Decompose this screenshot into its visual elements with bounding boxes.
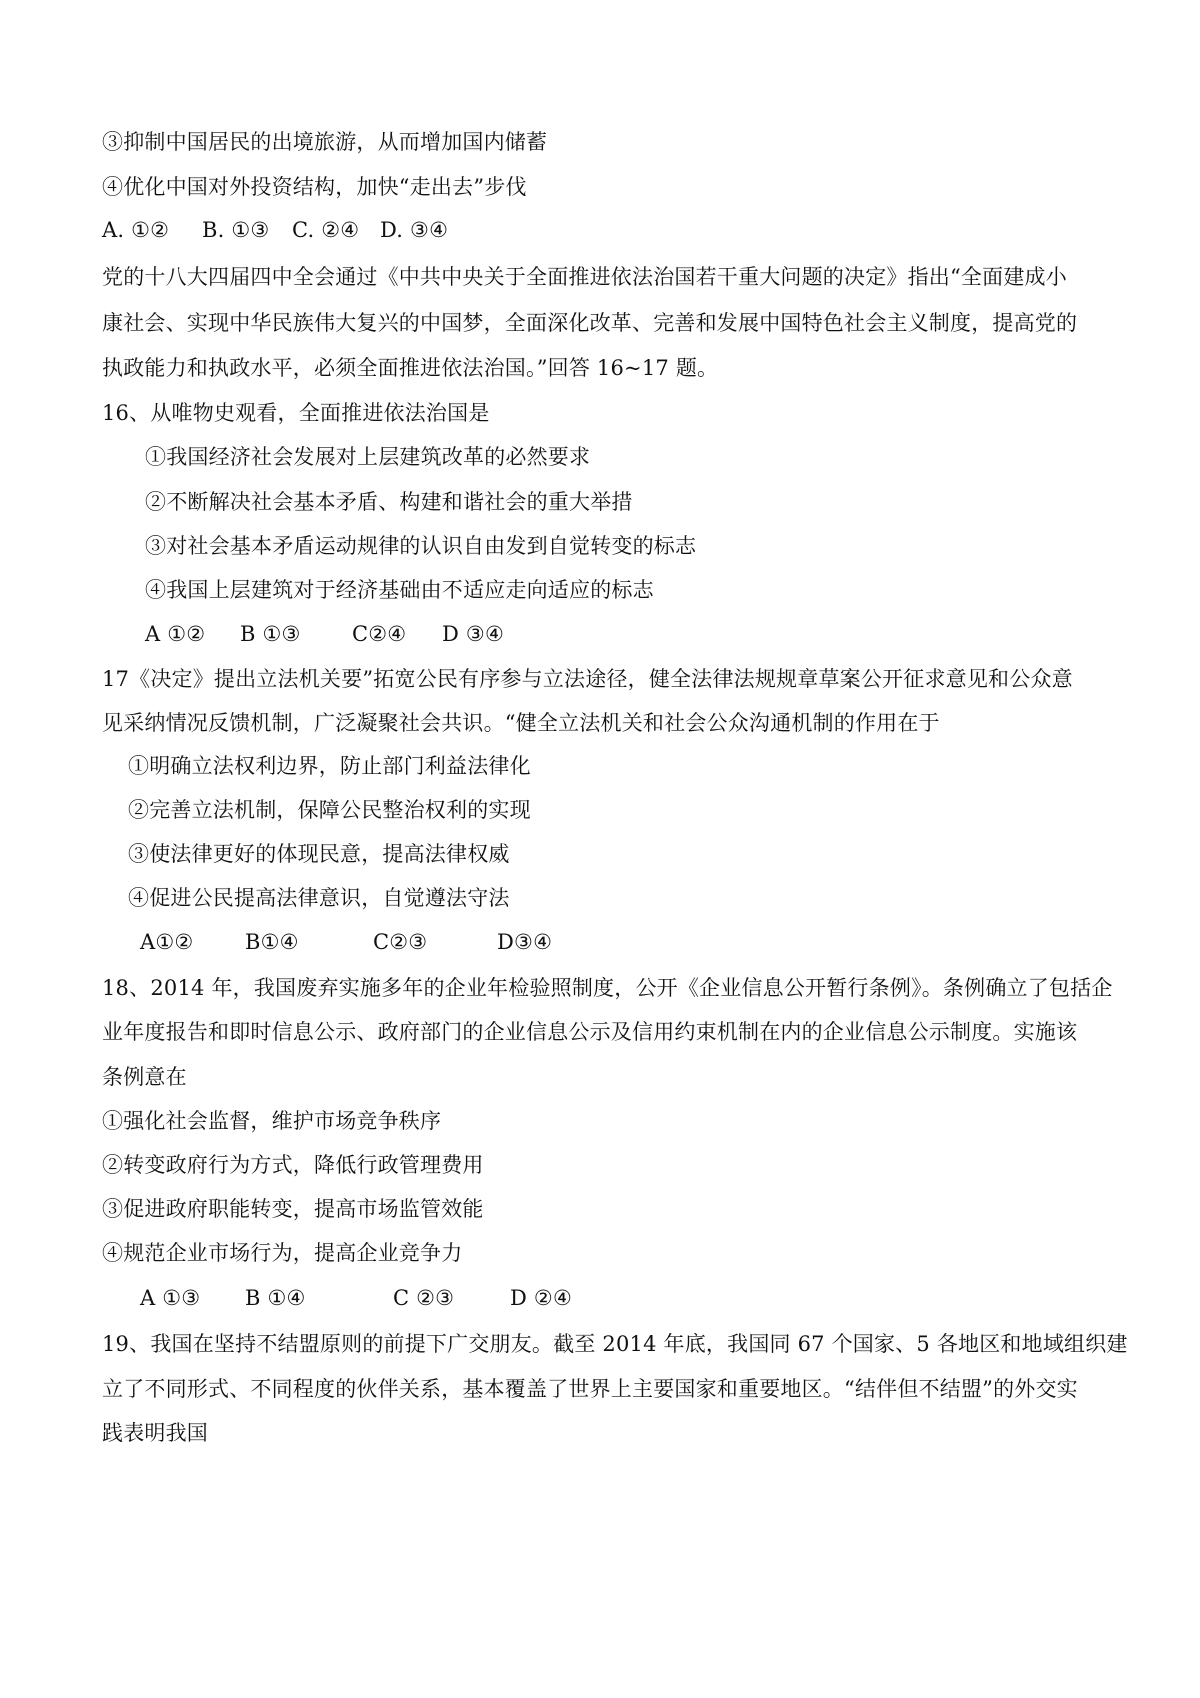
q15-answer-a: A. ①② <box>102 218 170 242</box>
q18-option-2: ②转变政府行为方式，降低行政管理费用 <box>102 1153 484 1177</box>
q18-option-4: ④规范企业市场行为，提高企业竞争力 <box>102 1241 463 1265</box>
q18-answer-a: A ①③ <box>140 1286 201 1310</box>
q16-answer-d: D ③④ <box>442 622 504 646</box>
q18-answer-choices <box>140 1284 572 1312</box>
q16-option-2: ②不断解决社会基本矛盾、构建和谐社会的重大举措 <box>145 490 633 514</box>
q17-option-2: ②完善立法机制，保障公民整治权利的实现 <box>128 798 531 822</box>
q18-answer-c: C ②③ <box>393 1286 455 1310</box>
q16-answer-c: C②④ <box>352 622 407 646</box>
q15-answer-b: B. ①③ <box>202 218 270 242</box>
q17-stem-line-2: 见采纳情况反馈机制，广泛凝聚社会共识。“健全立法机关和社会公众沟通机制的作用在于 <box>102 711 940 735</box>
q16-option-3: ③对社会基本矛盾运动规律的认识自由发到自觉转变的标志 <box>145 534 697 558</box>
intro-line-3: 执政能力和执政水平，必须全面推进依法治国。”回答 16~17 题。 <box>102 356 719 380</box>
q18-option-3: ③促进政府职能转变，提高市场监管效能 <box>102 1197 484 1221</box>
q15-answer-d: D. ③④ <box>380 218 449 242</box>
q17-answer-a: A①② <box>140 930 194 954</box>
q15-option-3: ③抑制中国居民的出境旅游，从而增加国内储蓄 <box>102 130 548 154</box>
q18-answer-b: B ①④ <box>245 1286 306 1310</box>
q17-option-3: ③使法律更好的体现民意，提高法律权威 <box>128 842 510 866</box>
q19-stem-line-2: 立了不同形式、不同程度的伙伴关系，基本覆盖了世界上主要国家和重要地区。“结伴但不结盟”的外交实 <box>102 1377 1078 1401</box>
q15-answer-choices <box>102 216 448 244</box>
q18-stem-line-3: 条例意在 <box>102 1065 187 1089</box>
q16-option-4: ④我国上层建筑对于经济基础由不适应走向适应的标志 <box>145 578 654 602</box>
q19-stem-line-1: 19、我国在坚持不结盟原则的前提下广交朋友。截至 2014 年底，我国同 67 个国家、5 各地区和地域组织建 <box>102 1332 1128 1356</box>
q16-option-1: ①我国经济社会发展对上层建筑改革的必然要求 <box>145 445 591 469</box>
q19-stem-line-3: 践表明我国 <box>102 1421 208 1445</box>
q18-answer-d: D ②④ <box>510 1286 572 1310</box>
q16-stem: 16、从唯物史观看，全面推进依法治国是 <box>102 401 490 425</box>
q17-answer-c: C②③ <box>373 930 428 954</box>
q17-option-1: ①明确立法权利边界，防止部门利益法律化 <box>128 754 531 778</box>
intro-line-1: 党的十八大四届四中全会通过《中共中央关于全面推进依法治国若干重大问题的决定》指出“全面建成小 <box>102 265 1067 289</box>
q17-stem-line-1: 17《决定》提出立法机关要”拓宽公民有序参与立法途径，健全法律法规规章草案公开征求意见和公众意 <box>102 667 1073 691</box>
q16-answer-choices <box>145 620 504 648</box>
q17-answer-d: D③④ <box>497 930 553 954</box>
q17-option-4: ④促进公民提高法律意识，自觉遵法守法 <box>128 886 510 910</box>
q15-answer-c: C. ②④ <box>292 218 360 242</box>
q15-option-4: ④优化中国对外投资结构，加快“走出去”步伐 <box>102 175 527 199</box>
q16-answer-a: A ①② <box>145 622 206 646</box>
q18-option-1: ①强化社会监督，维护市场竞争秩序 <box>102 1109 442 1133</box>
q18-stem-line-2: 业年度报告和即时信息公示、政府部门的企业信息公示及信用约束机制在内的企业信息公示制度。实施该 <box>102 1020 1078 1044</box>
q17-answer-b: B①④ <box>245 930 299 954</box>
q17-answer-choices <box>140 928 552 956</box>
intro-line-2: 康社会、实现中华民族伟大复兴的中国梦，全面深化改革、完善和发展中国特色社会主义制度，提高党的 <box>102 311 1078 335</box>
q18-stem-line-1: 18、2014 年，我国废弃实施多年的企业年检验照制度，公开《企业信息公开暂行条例》。条例确立了包括企 <box>102 976 1113 1000</box>
q16-answer-b: B ①③ <box>240 622 301 646</box>
